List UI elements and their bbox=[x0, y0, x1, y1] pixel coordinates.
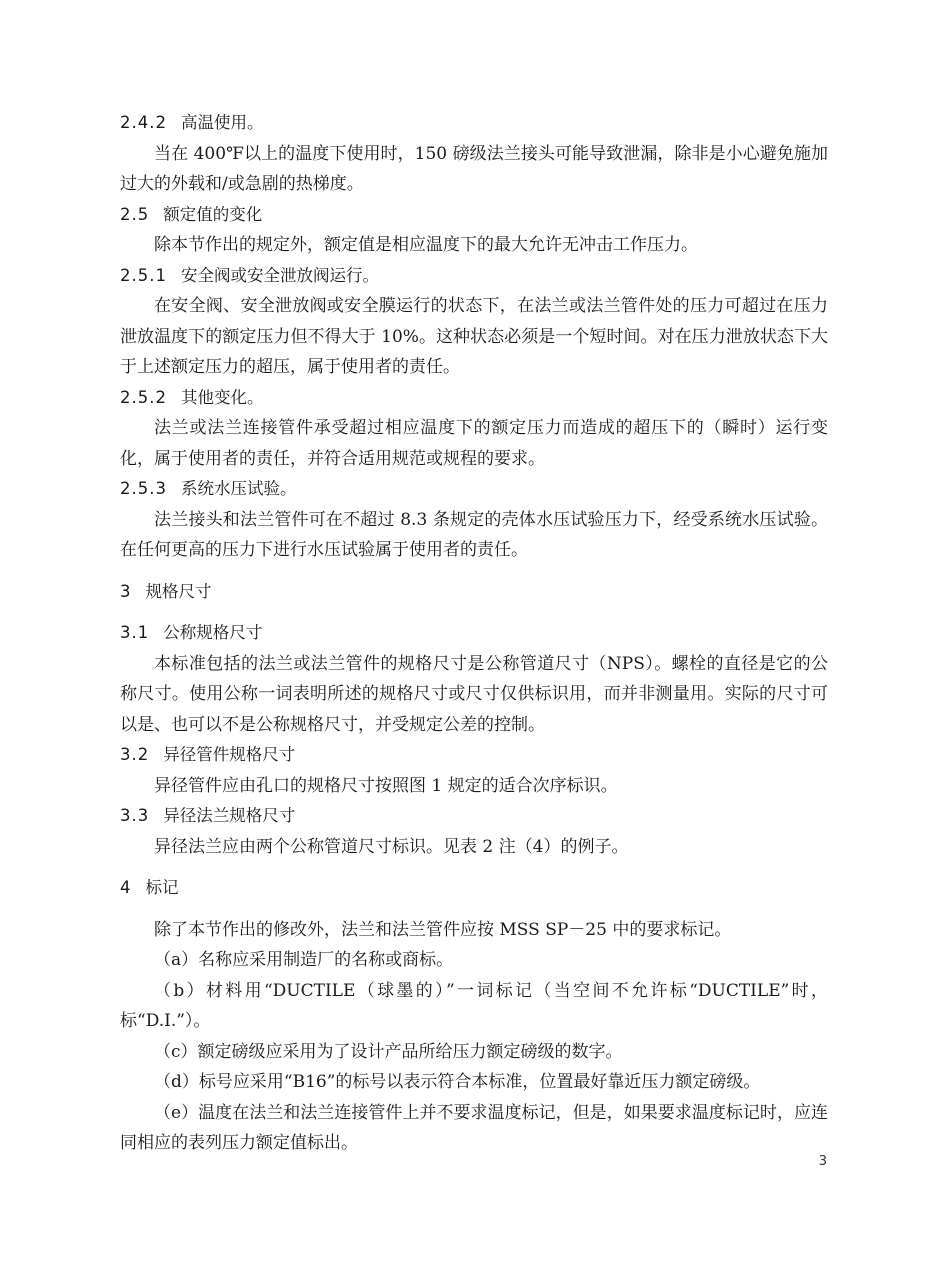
section-title: 额定值的变化 bbox=[163, 204, 263, 224]
chapter-heading bbox=[120, 873, 828, 904]
section-title: 异径管件规格尺寸 bbox=[163, 745, 296, 764]
section-heading bbox=[120, 740, 828, 771]
section-number: 3.1 bbox=[120, 623, 150, 642]
section-heading bbox=[120, 261, 828, 292]
section-heading bbox=[120, 200, 828, 231]
list-item: （e）温度在法兰和法兰连接管件上并不要求温度标记，但是，如果要求温度标记时，应连同相应的表列压力额定值标出。 bbox=[120, 1102, 828, 1153]
section-title: 系统水压试验。 bbox=[180, 479, 297, 498]
section-paragraph: 法兰接头和法兰管件可在不超过 8.3 条规定的壳体水压试验压力下，经受系统水压试验。在任何更高的压力下进行水压试验属于使用者的责任。 bbox=[120, 509, 828, 560]
spacer bbox=[120, 862, 828, 873]
section-number: 2.5 bbox=[120, 204, 150, 224]
section-paragraph: 异径法兰应由两个公称管道尺寸标识。见表 2 注（4）的例子。 bbox=[154, 836, 629, 857]
section-title: 异径法兰规格尺寸 bbox=[163, 806, 296, 825]
chapter-number: 3 bbox=[120, 581, 132, 601]
section-number: 2.5.1 bbox=[120, 265, 167, 285]
section-heading bbox=[120, 474, 828, 505]
list-item: （c）额定磅级应采用为了设计产品所给压力额定磅级的数字。 bbox=[154, 1041, 623, 1062]
section-title: 其他变化。 bbox=[180, 387, 264, 407]
section-heading bbox=[120, 108, 828, 139]
list-item: （b）材料用“DUCTILE（球墨的）”一词标记（当空间不允许标“DUCTILE”时，标“D.I.”）。 bbox=[120, 980, 828, 1031]
section-heading bbox=[120, 383, 828, 414]
list-item: （a）名称应采用制造厂的名称或商标。 bbox=[154, 950, 454, 970]
section-heading bbox=[120, 618, 828, 649]
section-number: 3.2 bbox=[120, 745, 150, 764]
section-number: 3.3 bbox=[120, 806, 150, 825]
section-title: 公称规格尺寸 bbox=[163, 623, 263, 642]
spacer bbox=[120, 566, 828, 577]
chapter-title: 规格尺寸 bbox=[145, 581, 212, 601]
spacer bbox=[120, 904, 828, 915]
section-number: 2.5.3 bbox=[120, 479, 167, 498]
section-paragraph: 除本节作出的规定外，额定值是相应温度下的最大允许无冲击工作压力。 bbox=[154, 235, 698, 255]
section-heading bbox=[120, 801, 828, 832]
section-paragraph: 当在 400℉以上的温度下使用时，150 磅级法兰接头可能导致泄漏，除非是小心避免施加过大的外载和/或急剧的热梯度。 bbox=[120, 143, 828, 194]
section-title: 安全阀或安全泄放阀运行。 bbox=[180, 265, 379, 285]
chapter-number: 4 bbox=[120, 878, 132, 897]
document-body bbox=[120, 108, 828, 1159]
section-number: 2.4.2 bbox=[120, 113, 167, 132]
section-paragraph: 异径管件应由孔口的规格尺寸按照图 1 规定的适合次序标识。 bbox=[154, 775, 618, 796]
section-paragraph: 除了本节作出的修改外，法兰和法兰管件应按 MSS SP－25 中的要求标记。 bbox=[154, 919, 732, 940]
chapter-heading bbox=[120, 577, 828, 608]
page-number: 3 bbox=[818, 1154, 827, 1169]
section-title: 高温使用。 bbox=[180, 113, 264, 132]
section-paragraph: 法兰或法兰连接管件承受超过相应温度下的额定压力而造成的超压下的（瞬时）运行变化，属于使用者的责任，并符合适用规范或规程的要求。 bbox=[120, 418, 828, 469]
spacer bbox=[120, 607, 828, 618]
section-number: 2.5.2 bbox=[120, 387, 167, 407]
chapter-title: 标记 bbox=[145, 878, 179, 897]
list-item: （d）标号应采用“B16”的标号以表示符合本标准，位置最好靠近压力额定磅级。 bbox=[154, 1072, 761, 1092]
section-paragraph: 本标准包括的法兰或法兰管件的规格尺寸是公称管道尺寸（NPS）。螺栓的直径是它的公称尺寸。使用公称一词表明所述的规格尺寸或尺寸仅供标识用，而并非测量用。实际的尺寸可以是、也可以不是公称规格尺寸，并受规定公差的控制。 bbox=[120, 653, 828, 735]
section-paragraph: 在安全阀、安全泄放阀或安全膜运行的状态下，在法兰或法兰管件处的压力可超过在压力泄放温度下的额定压力但不得大于 10%。这种状态必须是一个短时间。对在压力泄放状态下大于上述额定压力的超压，属于使用者的责任。 bbox=[120, 296, 828, 377]
